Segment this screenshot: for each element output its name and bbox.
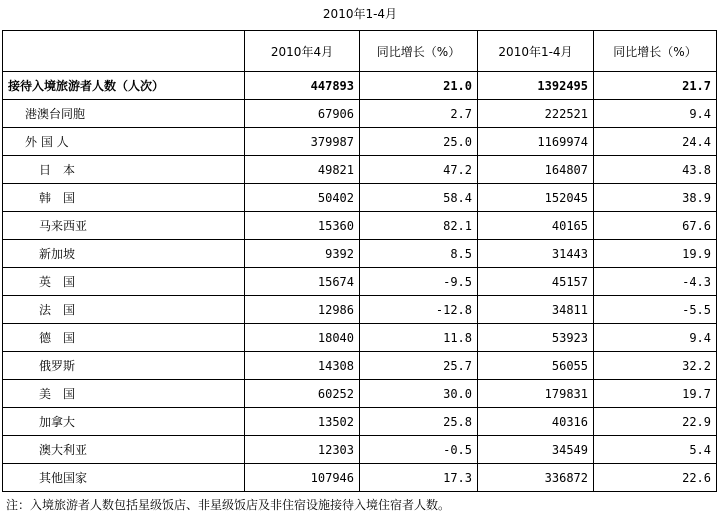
row-label: 美 国 (3, 380, 245, 408)
cell-april-growth: 17.3 (360, 464, 478, 492)
table-row (3, 72, 717, 100)
cell-april-growth: 47.2 (360, 156, 478, 184)
cell-april-growth: 25.7 (360, 352, 478, 380)
table-row (3, 240, 717, 268)
table-row (3, 352, 717, 380)
cell-april: 447893 (245, 72, 360, 100)
cell-jan-apr-growth: 22.6 (594, 464, 717, 492)
row-label: 英 国 (3, 268, 245, 296)
cell-april: 18040 (245, 324, 360, 352)
row-label: 俄罗斯 (3, 352, 245, 380)
cell-jan-apr-growth: 9.4 (594, 324, 717, 352)
cell-april: 14308 (245, 352, 360, 380)
cell-april-growth: 58.4 (360, 184, 478, 212)
row-label: 法 国 (3, 296, 245, 324)
cell-jan-apr: 1392495 (478, 72, 594, 100)
table-row (3, 380, 717, 408)
row-label: 其他国家 (3, 464, 245, 492)
header-cell-jan-apr: 2010年1-4月 (478, 31, 594, 72)
cell-jan-apr: 31443 (478, 240, 594, 268)
cell-april: 67906 (245, 100, 360, 128)
cell-jan-apr-growth: 19.9 (594, 240, 717, 268)
cell-jan-apr-growth: 43.8 (594, 156, 717, 184)
row-label: 港澳台同胞 (3, 100, 245, 128)
cell-jan-apr-growth: -4.3 (594, 268, 717, 296)
table-row (3, 128, 717, 156)
cell-april: 15674 (245, 268, 360, 296)
cell-jan-apr: 152045 (478, 184, 594, 212)
table-caption: 2010年1-4月 (322, 7, 398, 21)
cell-april: 15360 (245, 212, 360, 240)
table-row (3, 464, 717, 492)
cell-april-growth: 82.1 (360, 212, 478, 240)
cell-jan-apr-growth: 9.4 (594, 100, 717, 128)
table-row (3, 324, 717, 352)
cell-jan-apr-growth: 19.7 (594, 380, 717, 408)
cell-april: 60252 (245, 380, 360, 408)
cell-april: 12303 (245, 436, 360, 464)
cell-jan-apr: 40165 (478, 212, 594, 240)
cell-jan-apr-growth: 32.2 (594, 352, 717, 380)
table-row (3, 296, 717, 324)
header-cell-april: 2010年4月 (245, 31, 360, 72)
cell-april: 50402 (245, 184, 360, 212)
cell-jan-apr: 164807 (478, 156, 594, 184)
cell-april-growth: 25.0 (360, 128, 478, 156)
cell-april: 379987 (245, 128, 360, 156)
header-cell-category (3, 31, 245, 72)
cell-april: 49821 (245, 156, 360, 184)
cell-jan-apr: 179831 (478, 380, 594, 408)
cell-jan-apr: 56055 (478, 352, 594, 380)
cell-jan-apr-growth: 38.9 (594, 184, 717, 212)
cell-april-growth: 11.8 (360, 324, 478, 352)
row-label: 新加坡 (3, 240, 245, 268)
table-row (3, 156, 717, 184)
cell-jan-apr-growth: 67.6 (594, 212, 717, 240)
footnote: 注：入境旅游者人数包括星级饭店、非星级饭店及非住宿设施接待入境住宿者人数。 (6, 498, 451, 512)
cell-jan-apr: 34811 (478, 296, 594, 324)
row-label: 韩 国 (3, 184, 245, 212)
header-row (3, 31, 717, 72)
table-row (3, 184, 717, 212)
table-row (3, 212, 717, 240)
cell-jan-apr: 1169974 (478, 128, 594, 156)
table-row (3, 408, 717, 436)
cell-april-growth: 25.8 (360, 408, 478, 436)
row-label: 德 国 (3, 324, 245, 352)
cell-jan-apr-growth: 21.7 (594, 72, 717, 100)
cell-april-growth: 2.7 (360, 100, 478, 128)
row-label: 接待入境旅游者人数（人次） (3, 72, 245, 100)
row-label: 日 本 (3, 156, 245, 184)
cell-jan-apr: 222521 (478, 100, 594, 128)
cell-jan-apr: 45157 (478, 268, 594, 296)
cell-jan-apr: 336872 (478, 464, 594, 492)
cell-april-growth: 21.0 (360, 72, 478, 100)
table-body (3, 72, 717, 492)
cell-jan-apr: 40316 (478, 408, 594, 436)
table-row (3, 268, 717, 296)
cell-april-growth: -12.8 (360, 296, 478, 324)
row-label: 加拿大 (3, 408, 245, 436)
row-label: 外 国 人 (3, 128, 245, 156)
header-cell-april-growth: 同比增长（%） (360, 31, 478, 72)
cell-april-growth: -0.5 (360, 436, 478, 464)
cell-april-growth: 30.0 (360, 380, 478, 408)
cell-jan-apr-growth: 24.4 (594, 128, 717, 156)
row-label: 马来西亚 (3, 212, 245, 240)
cell-april: 13502 (245, 408, 360, 436)
cell-jan-apr-growth: -5.5 (594, 296, 717, 324)
cell-jan-apr: 53923 (478, 324, 594, 352)
table-row (3, 436, 717, 464)
cell-april: 9392 (245, 240, 360, 268)
row-label: 澳大利亚 (3, 436, 245, 464)
cell-april-growth: -9.5 (360, 268, 478, 296)
cell-jan-apr: 34549 (478, 436, 594, 464)
cell-jan-apr-growth: 5.4 (594, 436, 717, 464)
table-row (3, 100, 717, 128)
cell-april: 107946 (245, 464, 360, 492)
inbound-tourists-table (2, 30, 717, 492)
cell-april: 12986 (245, 296, 360, 324)
header-cell-jan-apr-growth: 同比增长（%） (594, 31, 717, 72)
cell-jan-apr-growth: 22.9 (594, 408, 717, 436)
cell-april-growth: 8.5 (360, 240, 478, 268)
